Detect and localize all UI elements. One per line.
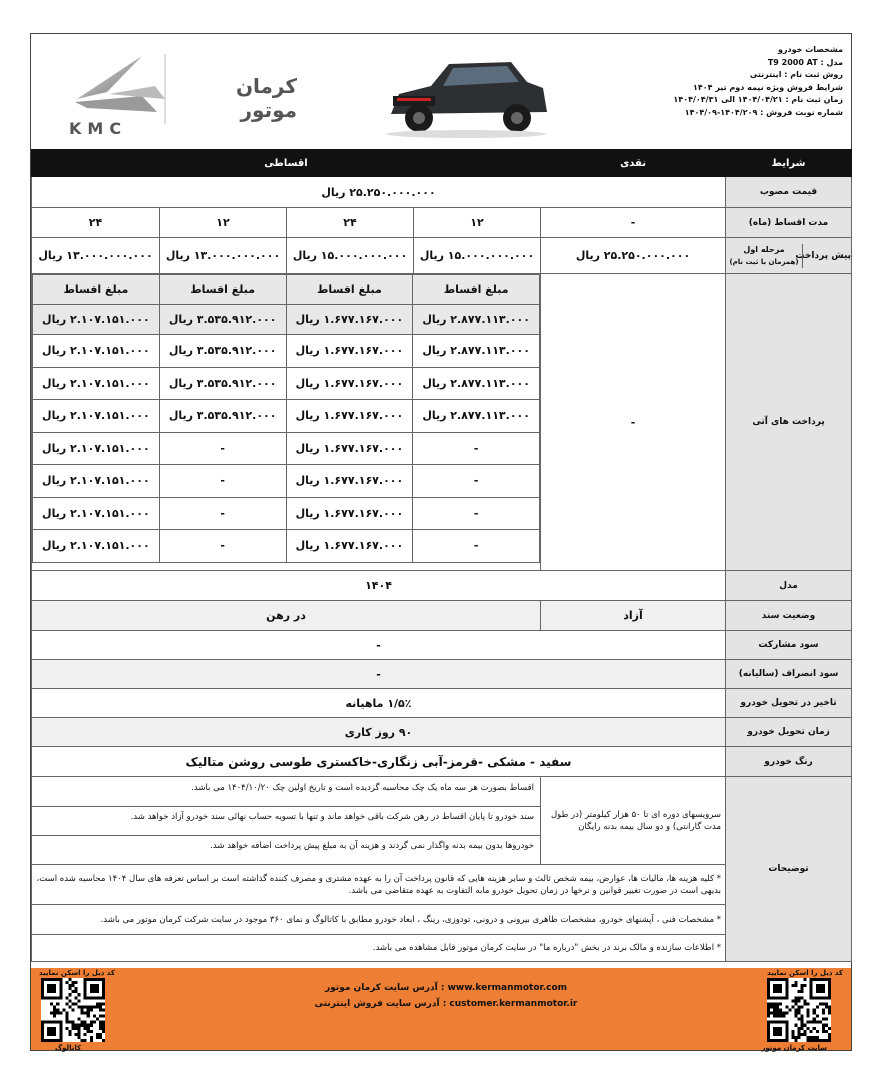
sale-link[interactable]: customer.kermanmotor.ir : آدرس سایت فروش اینترنتی — [314, 999, 578, 1009]
doc-row — [32, 601, 852, 631]
notes-row-1 — [32, 777, 852, 865]
prepay-sub-label2: (همزمان با ثبت نام) — [729, 257, 799, 266]
note-general: * اطلاعات سازنده و مالک برند در بخش "درباره ما" در سایت کرمان موتور قابل مشاهده می باشد. — [32, 935, 726, 962]
duration-label: مدت اقساط (ماه) — [726, 208, 852, 238]
car-image — [371, 42, 556, 142]
installment-row — [33, 335, 540, 368]
site-label: سایت کرمان موتور — [761, 1044, 827, 1052]
installment-amount: ۲.۱۰۷.۱۵۱.۰۰۰ ریال — [33, 305, 160, 335]
delivery-value: ۹۰ روز کاری — [32, 718, 726, 747]
specs-conditions: شرایط فروش ویژه نیمه دوم تیر ۱۴۰۴ — [693, 82, 843, 92]
installment-header: مبلغ اقساط — [286, 275, 413, 305]
installment-amount: ۲.۸۷۷.۱۱۳.۰۰۰ ریال — [413, 305, 540, 335]
doc-cash: آزاد — [541, 601, 726, 631]
price-row — [32, 177, 852, 208]
installment-amount: ۲.۱۰۷.۱۵۱.۰۰۰ ریال — [33, 400, 160, 433]
prepay-label: پیش پرداخت — [795, 250, 852, 261]
future-label: پرداخت های آتی — [726, 274, 852, 571]
installment-amount: ۱.۶۷۷.۱۶۷.۰۰۰ ریال — [286, 465, 413, 498]
delay-label: تاخیر در تحویل خودرو — [726, 689, 852, 718]
installment-amount: ۱.۶۷۷.۱۶۷.۰۰۰ ریال — [286, 432, 413, 465]
installment-amount: ۲.۱۰۷.۱۵۱.۰۰۰ ریال — [33, 497, 160, 530]
col-cash: نقدی — [541, 150, 726, 177]
specs-method: روش ثبت نام : اینترنتی — [749, 70, 843, 79]
note-general: * کلیه هزینه ها، مالیات ها، عوارض، بیمه شخص ثالث و سایر هزینه هایی که قانون پرداخت آن را به عهده مشتری و مصرف کننده گذاشته است بر اساس تعرفه های سال ۱۴۰۴ محاسبه شده است، بدیهی است در صورت تغییر قوانین و نرخها در زمان تحویل خودرو مابه التفاوت به عهده متقاضی می باشد. — [32, 865, 726, 905]
installment-amount: ۲.۸۷۷.۱۱۳.۰۰۰ ریال — [413, 367, 540, 400]
installment-row — [33, 400, 540, 433]
installment-row — [33, 432, 540, 465]
installment-amount: ۲.۱۰۷.۱۵۱.۰۰۰ ریال — [33, 335, 160, 368]
installment-row — [33, 530, 540, 563]
prepay-value: ۱۵.۰۰۰.۰۰۰.۰۰۰ ریال — [414, 238, 541, 274]
installment-amount: ۳.۵۳۵.۹۱۲.۰۰۰ ریال — [159, 305, 286, 335]
header — [31, 34, 851, 149]
site-link[interactable]: www.kermanmotor.com : آدرس سایت کرمان موتور — [324, 983, 568, 993]
doc-label: وضعیت سند — [726, 601, 852, 631]
partnership-label: سود مشارکت — [726, 631, 852, 660]
installments-cell — [32, 274, 541, 571]
specs-period: زمان ثبت نام : ۱۴۰۴/۰۴/۲۱ الی ۱۴۰۴/۰۴/۳۱ — [673, 95, 843, 104]
prepay-value: ۱۵.۰۰۰.۰۰۰.۰۰۰ ریال — [287, 238, 414, 274]
specs-round: شماره نوبت فروش : ۱۴۰۴/۲۰۹-۱۴۰۴/۰۹ — [684, 107, 843, 117]
note-general: * مشخصات فنی ، آپشنهای خودرو، مشخصات ظاهری بیرونی و درونی، تودوزی، رینگ ، ابعاد خودرو مطابق با کاتالوگ و نمای ۳۶۰ موجود در سایت شرکت کرمان موتور می باشد. — [32, 905, 726, 935]
footer — [31, 968, 851, 1050]
installment-amount: - — [159, 530, 286, 563]
col-installments: اقساطی — [32, 150, 541, 177]
installment-row — [33, 465, 540, 498]
installment-amount: ۳.۵۳۵.۹۱۲.۰۰۰ ریال — [159, 335, 286, 368]
installment-row — [33, 367, 540, 400]
installment-amount: ۲.۸۷۷.۱۱۳.۰۰۰ ریال — [413, 335, 540, 368]
installment-amount: ۲.۱۰۷.۱۵۱.۰۰۰ ریال — [33, 367, 160, 400]
installment-row — [33, 497, 540, 530]
cancel-row — [32, 660, 852, 689]
specs-title: مشخصات خودرو — [777, 45, 843, 54]
installment-amount: - — [413, 465, 540, 498]
cancel-label: سود انصراف (سالیانه) — [726, 660, 852, 689]
installment-amount: ۱.۶۷۷.۱۶۷.۰۰۰ ریال — [286, 497, 413, 530]
cancel-value: - — [32, 660, 726, 689]
duration-value: ۱۲ — [414, 208, 541, 238]
catalog-label: کاتالوگ — [55, 1044, 82, 1052]
site-qr-icon[interactable] — [767, 978, 831, 1042]
footer-links — [281, 980, 611, 1012]
prepay-value: ۱۳.۰۰۰.۰۰۰.۰۰۰ ریال — [32, 238, 160, 274]
color-label: رنگ خودرو — [726, 747, 852, 777]
col-conditions: شرایط — [726, 150, 852, 177]
prepay-cash: ۲۵.۲۵۰.۰۰۰.۰۰۰ ریال — [541, 238, 726, 274]
specs-model: مدل : T9 2000 AT — [767, 57, 843, 67]
notes-cash: سرویسهای دوره ای تا ۵۰ هزار کیلومتر (در طول مدت گارانتی) و دو سال بیمه بدنه رایگان — [541, 777, 726, 865]
brand-name: کرمان موتور — [235, 74, 297, 122]
installment-amount: ۳.۵۳۵.۹۱۲.۰۰۰ ریال — [159, 367, 286, 400]
installment-amount: ۱.۶۷۷.۱۶۷.۰۰۰ ریال — [286, 367, 413, 400]
price-value: ۲۵.۲۵۰.۰۰۰.۰۰۰ ریال — [32, 177, 726, 208]
installment-header: مبلغ اقساط — [33, 275, 160, 305]
duration-value: ۲۴ — [32, 208, 160, 238]
header-row — [32, 150, 852, 177]
prepay-label-cell — [726, 238, 852, 274]
prepay-value: ۱۳.۰۰۰.۰۰۰.۰۰۰ ریال — [160, 238, 287, 274]
installment-amount: - — [159, 432, 286, 465]
delay-value: ۱/۵٪ ماهیانه — [32, 689, 726, 718]
notes-label: توضیحات — [726, 777, 852, 962]
installment-amount: ۱.۶۷۷.۱۶۷.۰۰۰ ریال — [286, 335, 413, 368]
prepay-row — [32, 238, 852, 274]
duration-value: ۱۲ — [160, 208, 287, 238]
installment-amount: ۲.۱۰۷.۱۵۱.۰۰۰ ریال — [33, 530, 160, 563]
partnership-value: - — [32, 631, 726, 660]
price-sheet — [30, 33, 852, 1051]
doc-installments: در رهن — [32, 601, 541, 631]
delivery-label: زمان تحویل خودرو — [726, 718, 852, 747]
installment-amount: ۲.۱۰۷.۱۵۱.۰۰۰ ریال — [33, 465, 160, 498]
installment-row — [33, 305, 540, 335]
installment-amount: - — [413, 497, 540, 530]
installment-amount: ۲.۸۷۷.۱۱۳.۰۰۰ ریال — [413, 400, 540, 433]
note-installment: اقساط بصورت هر سه ماه یک چک محاسبه گردیده است و تاریخ اولین چک ۱۴۰۴/۱۰/۲۰ می باشد. — [32, 778, 540, 807]
color-row — [32, 747, 852, 777]
scan-label-left: کد ذیل را اسکن نمایید — [39, 969, 115, 977]
delivery-row — [32, 718, 852, 747]
vehicle-specs — [613, 44, 843, 119]
installment-amount: - — [413, 530, 540, 563]
installment-header: مبلغ اقساط — [159, 275, 286, 305]
brand-logo — [47, 44, 297, 144]
delay-row — [32, 689, 852, 718]
model-label: مدل — [726, 571, 852, 601]
installment-amount: ۱.۶۷۷.۱۶۷.۰۰۰ ریال — [286, 305, 413, 335]
note-installment: سند خودرو تا پایان اقساط در رهن شرکت باقی خواهد ماند و تنها با تسویه حساب نهائی سند خودرو آزاد خواهد شد. — [32, 807, 540, 836]
duration-value: ۲۴ — [287, 208, 414, 238]
duration-cash: - — [541, 208, 726, 238]
installment-amount: - — [413, 432, 540, 465]
installment-amount: - — [159, 497, 286, 530]
conditions-table — [31, 149, 852, 962]
scan-label-right: کد ذیل را اسکن نمایید — [767, 969, 843, 977]
prepay-sub-label: مرحله اول — [743, 244, 785, 254]
notes-installments-cell — [32, 777, 541, 865]
installment-amount: ۲.۱۰۷.۱۵۱.۰۰۰ ریال — [33, 432, 160, 465]
future-payments-row — [32, 274, 852, 571]
model-row — [32, 571, 852, 601]
installment-header: مبلغ اقساط — [413, 275, 540, 305]
partnership-row — [32, 631, 852, 660]
catalog-qr-icon[interactable] — [41, 978, 105, 1042]
note-installment: خودروها بدون بیمه بدنه واگذار نمی گردند و هزینه آن به مبلغ پیش پرداخت اضافه خواهد شد. — [210, 840, 535, 851]
installment-amount: ۳.۵۳۵.۹۱۲.۰۰۰ ریال — [159, 400, 286, 433]
color-value: سفید - مشکی -قرمز-آبی زنگاری-خاکستری طوسی روشن متالیک — [32, 747, 726, 777]
model-value: ۱۴۰۴ — [32, 571, 726, 601]
installment-amount: ۱.۶۷۷.۱۶۷.۰۰۰ ریال — [286, 530, 413, 563]
price-label: قیمت مصوب — [726, 177, 852, 208]
duration-row — [32, 208, 852, 238]
installment-amount: - — [159, 465, 286, 498]
svg-text:KMC: KMC — [69, 119, 128, 138]
installment-amount: ۱.۶۷۷.۱۶۷.۰۰۰ ریال — [286, 400, 413, 433]
future-cash: - — [541, 274, 726, 571]
installments-table — [32, 274, 540, 563]
